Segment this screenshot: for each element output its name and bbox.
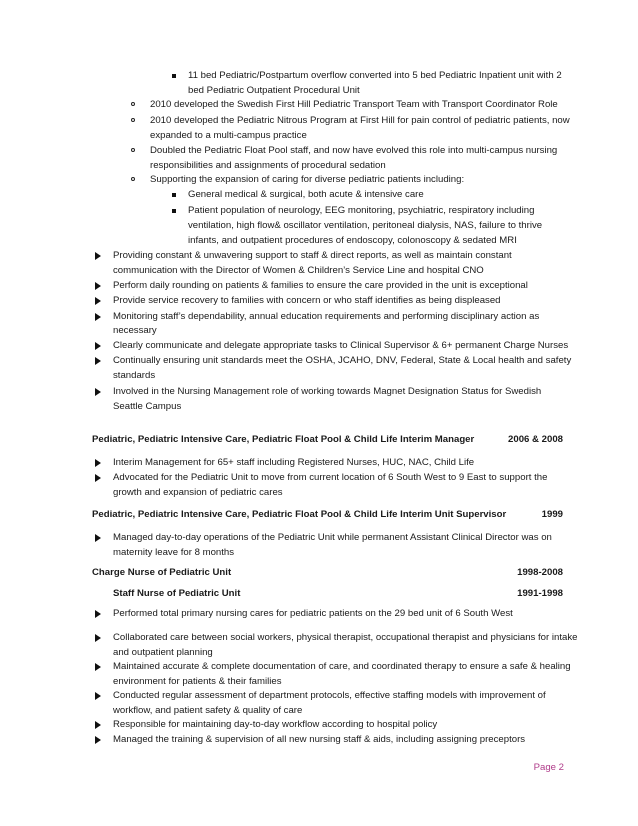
job-subdates: 1991-1998 bbox=[517, 588, 563, 599]
job-title: Pediatric, Pediatric Intensive Care, Pediatric Float Pool & Child Life Interim Manager bbox=[92, 434, 475, 445]
arrow-bullet-icon bbox=[95, 386, 101, 396]
arrow-bullet-icon bbox=[95, 457, 101, 467]
page-number: Page 2 bbox=[533, 762, 564, 773]
circle-bullet-icon bbox=[131, 145, 135, 152]
list-item: 2010 developed the Pediatric Nitrous Program at First Hill for pain control of pediatric patients, now bbox=[150, 115, 570, 126]
arrow-bullet-icon bbox=[95, 311, 101, 321]
circle-bullet-icon bbox=[131, 115, 135, 122]
arrow-bullet-icon bbox=[95, 250, 101, 260]
list-item: Responsible for maintaining day-to-day workflow according to hospital policy bbox=[113, 719, 438, 730]
list-item: Supporting the expansion of caring for diverse pediatric patients including: bbox=[150, 174, 465, 185]
list-item: 2010 developed the Swedish First Hill Pediatric Transport Team with Transport Coordinator Role bbox=[150, 99, 558, 110]
list-item-cont: workflow, and patient safety & quality of care bbox=[113, 705, 303, 716]
list-item: 11 bed Pediatric/Postpartum overflow converted into 5 bed Pediatric Inpatient unit with 2 bbox=[188, 70, 562, 81]
arrow-bullet-icon bbox=[95, 280, 101, 290]
list-item-cont: communication with the Director of Women & Children’s Service Line and hospital CNO bbox=[113, 265, 484, 276]
arrow-bullet-icon bbox=[95, 472, 101, 482]
arrow-bullet-icon bbox=[95, 532, 101, 542]
job-dates: 1999 bbox=[541, 509, 563, 520]
list-item-cont: standards bbox=[113, 370, 156, 381]
arrow-bullet-icon bbox=[95, 690, 101, 700]
arrow-bullet-icon bbox=[95, 734, 101, 744]
list-item-cont: growth and expansion of pediatric cares bbox=[113, 487, 283, 498]
list-item: Clearly communicate and delegate appropriate tasks to Clinical Supervisor & 6+ permanent Charge Nurses bbox=[113, 340, 569, 351]
list-item-cont: environment for patients & their families bbox=[113, 676, 282, 687]
list-item: General medical & surgical, both acute & intensive care bbox=[188, 189, 424, 200]
job-subtitle: Staff Nurse of Pediatric Unit bbox=[113, 588, 241, 599]
list-item-cont: bed Pediatric Outpatient Procedural Unit bbox=[188, 85, 360, 96]
list-item-cont: and outpatient planning bbox=[113, 647, 213, 658]
list-item-cont: ventilation, high flow& oscillator ventilation, peritoneal dialysis, NAS, failure to thrive bbox=[188, 220, 543, 231]
list-item-cont: infants, and outpatient procedures of endoscopy, colonoscopy & sedated MRI bbox=[188, 235, 517, 246]
list-item: Monitoring staff’s dependability, annual education requirements and performing disciplinary action as bbox=[113, 311, 540, 322]
circle-bullet-icon bbox=[131, 99, 135, 106]
list-item: Involved in the Nursing Management role of working towards Magnet Designation Status for Swedish bbox=[113, 386, 542, 397]
arrow-bullet-icon bbox=[95, 295, 101, 305]
arrow-bullet-icon bbox=[95, 340, 101, 350]
list-item: Conducted regular assessment of department protocols, effective staffing models with improvement of bbox=[113, 690, 546, 701]
list-item-cont: responsibilities and assignments of procedural sedation bbox=[150, 160, 386, 171]
square-bullet-icon bbox=[172, 70, 176, 78]
list-item: Interim Management for 65+ staff including Registered Nurses, HUC, NAC, Child Life bbox=[113, 457, 475, 468]
square-bullet-icon bbox=[172, 205, 176, 213]
arrow-bullet-icon bbox=[95, 719, 101, 729]
list-item: Maintained accurate & complete documentation of care, and coordinated therapy to ensure a safe & healing bbox=[113, 661, 571, 672]
job-title: Charge Nurse of Pediatric Unit bbox=[92, 567, 232, 578]
arrow-bullet-icon bbox=[95, 608, 101, 618]
list-item: Collaborated care between social workers, physical therapist, occupational therapist and physicians for intake bbox=[113, 632, 578, 643]
job-dates: 1998-2008 bbox=[517, 567, 563, 578]
circle-bullet-icon bbox=[131, 174, 135, 181]
arrow-bullet-icon bbox=[95, 632, 101, 642]
job-dates: 2006 & 2008 bbox=[508, 434, 563, 445]
square-bullet-icon bbox=[172, 189, 176, 197]
list-item-cont: maternity leave for 8 months bbox=[113, 547, 235, 558]
list-item: Provide service recovery to families with concern or who staff identifies as being displeased bbox=[113, 295, 501, 306]
list-item: Patient population of neurology, EEG monitoring, psychiatric, respiratory including bbox=[188, 205, 535, 216]
list-item-cont: necessary bbox=[113, 325, 157, 336]
list-item: Perform daily rounding on patients & families to ensure the care provided in the unit is exceptional bbox=[113, 280, 528, 291]
job-title: Pediatric, Pediatric Intensive Care, Pediatric Float Pool & Child Life Interim Unit Supervisor bbox=[92, 509, 507, 520]
list-item: Providing constant & unwavering support to staff & direct reports, as well as maintain constant bbox=[113, 250, 512, 261]
arrow-bullet-icon bbox=[95, 355, 101, 365]
arrow-bullet-icon bbox=[95, 661, 101, 671]
list-item: Managed day-to-day operations of the Pediatric Unit while permanent Assistant Clinical Director was on bbox=[113, 532, 552, 543]
list-item: Continually ensuring unit standards meet the OSHA, JCAHO, DNV, Federal, State & Local health and safety bbox=[113, 355, 572, 366]
list-item: Doubled the Pediatric Float Pool staff, and now have evolved this role into multi-campus nursing bbox=[150, 145, 558, 156]
list-item: Managed the training & supervision of all new nursing staff & aids, including assigning preceptors bbox=[113, 734, 526, 745]
list-item-cont: Seattle Campus bbox=[113, 401, 182, 412]
list-item-cont: expanded to a multi-campus practice bbox=[150, 130, 307, 141]
list-item: Advocated for the Pediatric Unit to move from current location of 6 South West to 9 East to support the bbox=[113, 472, 548, 483]
list-item: Performed total primary nursing cares for pediatric patients on the 29 bed unit of 6 South West bbox=[113, 608, 513, 619]
